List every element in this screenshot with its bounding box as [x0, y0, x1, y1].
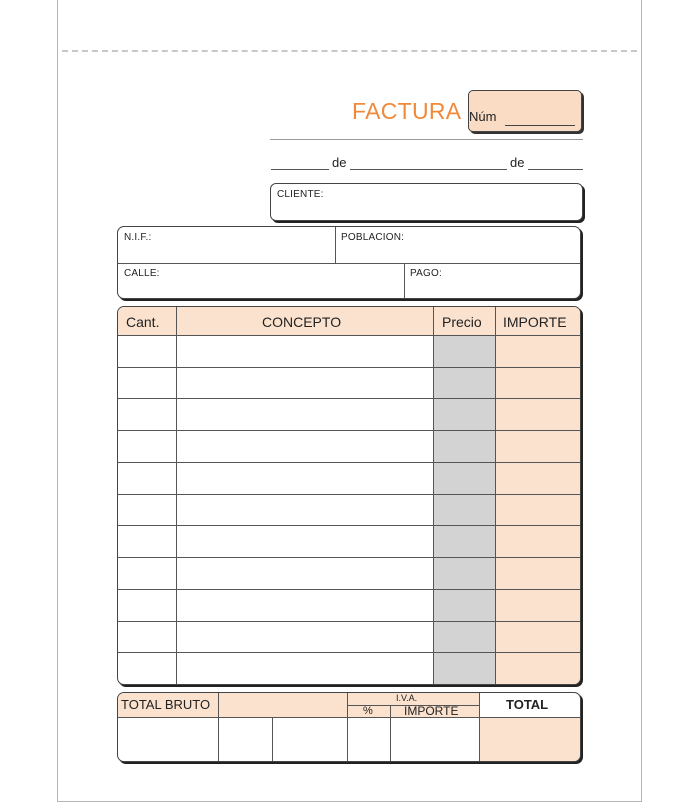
nif-label: N.I.F.:	[124, 232, 152, 243]
calle-label: CALLE:	[124, 268, 160, 279]
table-row[interactable]	[118, 335, 580, 367]
iva-percent-label: %	[363, 705, 373, 717]
iva-label: I.V.A.	[396, 693, 418, 703]
col-divider-concepto	[433, 307, 434, 684]
line-items-table	[117, 306, 581, 685]
client-label: CLIENTE:	[277, 189, 324, 200]
totals-divider-1	[218, 693, 219, 761]
table-row[interactable]	[118, 589, 580, 621]
poblacion-label: POBLACION:	[341, 232, 405, 243]
date-year-line[interactable]	[528, 169, 583, 170]
total-label: TOTAL	[506, 697, 549, 712]
date-day-line[interactable]	[271, 169, 329, 170]
iva-importe-cell[interactable]	[390, 718, 479, 761]
date-de-label-2: de	[510, 155, 525, 170]
table-row[interactable]	[118, 621, 580, 653]
table-row[interactable]	[118, 525, 580, 557]
iva-percent-cell[interactable]	[347, 718, 390, 761]
nif-divider	[335, 227, 336, 263]
calle-divider	[404, 263, 405, 298]
table-row[interactable]	[118, 462, 580, 494]
table-row[interactable]	[118, 430, 580, 462]
col-divider-precio	[495, 307, 496, 684]
header-rule	[270, 139, 583, 140]
perforation-line	[62, 50, 637, 52]
total-bruto-label: TOTAL BRUTO	[121, 697, 211, 712]
date-de-label-1: de	[332, 155, 347, 170]
table-row[interactable]	[118, 398, 580, 430]
pago-label: PAGO:	[410, 268, 442, 279]
table-row[interactable]	[118, 557, 580, 589]
header-concepto: CONCEPTO	[262, 314, 342, 330]
invoice-number-line	[505, 125, 575, 126]
table-row[interactable]	[118, 367, 580, 399]
header-cant: Cant.	[126, 314, 160, 330]
table-row[interactable]	[118, 652, 580, 684]
total-bruto-cell[interactable]	[118, 718, 218, 761]
col-divider-cant	[176, 307, 177, 684]
details-divider	[118, 263, 580, 264]
invoice-number-label: Núm	[469, 109, 497, 124]
document-title: FACTURA	[352, 98, 462, 124]
iva-importe-label: IMPORTE	[404, 704, 459, 718]
total-value-cell[interactable]	[479, 718, 580, 761]
table-header-rule	[118, 335, 580, 336]
header-importe: IMPORTE	[503, 314, 567, 330]
header-precio: Precio	[442, 314, 482, 330]
table-row[interactable]	[118, 494, 580, 526]
totals-box	[117, 692, 581, 762]
date-month-line[interactable]	[350, 169, 507, 170]
totals-divider-2	[272, 717, 273, 761]
